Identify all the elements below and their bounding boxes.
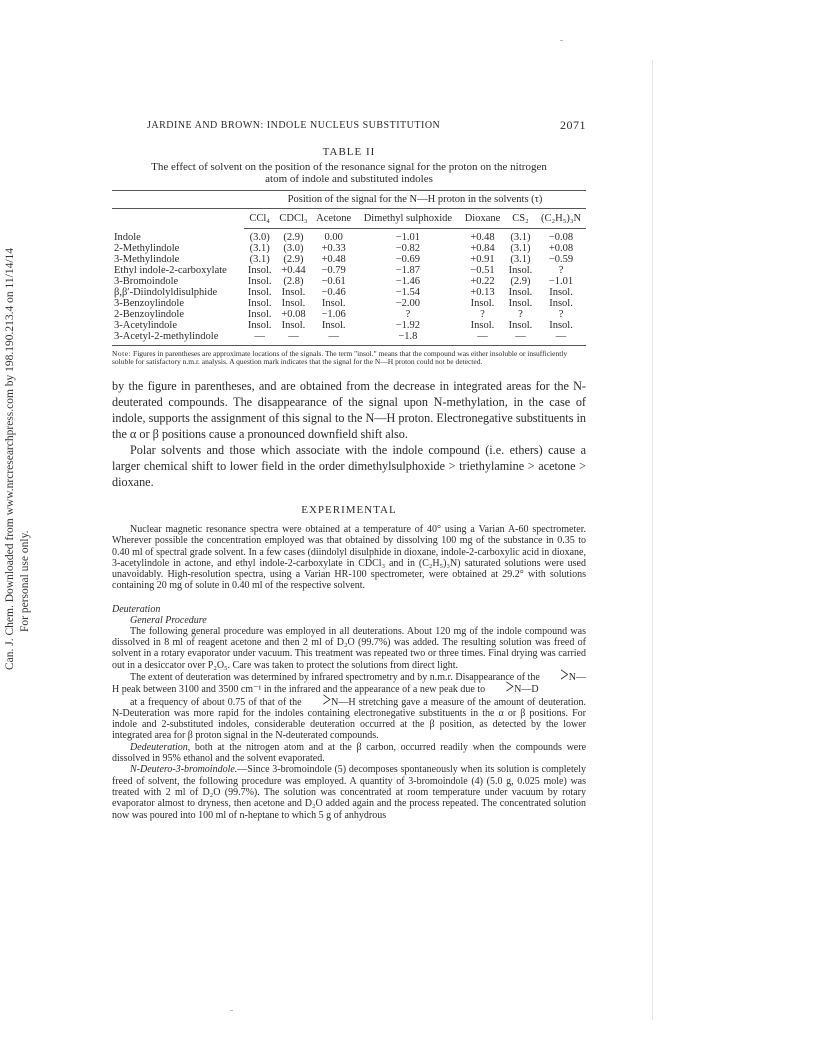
compound-name: 3-Acetylindole bbox=[114, 320, 177, 331]
compound-name: 3-Benzoylindole bbox=[114, 298, 184, 309]
shift-value: Insol. bbox=[247, 298, 272, 309]
solvent-column-header: CCl₄ bbox=[244, 209, 275, 229]
shift-value: −1.01 bbox=[548, 276, 574, 287]
shift-value: (3.0) bbox=[283, 243, 304, 254]
shift-value: +0.91 bbox=[470, 254, 495, 265]
table-row bbox=[112, 229, 586, 244]
compound-name: β,β′-Diindolyldisulphide bbox=[114, 287, 218, 298]
shift-value: +0.08 bbox=[548, 243, 574, 254]
table-body bbox=[112, 229, 586, 346]
deuteration-heading: Deuteration bbox=[112, 603, 161, 615]
compound-name: 2-Methylindole bbox=[114, 243, 180, 254]
shift-value: Insol. bbox=[470, 320, 495, 331]
deuteration-section bbox=[112, 626, 586, 821]
table-note-label: Note: bbox=[112, 349, 132, 358]
extent-paragraph: The extent of deuteration was determined by infrared spectrometry and by n.m.r. Disappearance of the >N—H peak between 3100 and 3500 cm⁻¹ in the infrared and the appearance of a new peak due to >N—D bbox=[112, 664, 586, 700]
shift-value: −1.06 bbox=[321, 309, 346, 320]
shift-value: −0.69 bbox=[395, 254, 421, 265]
table-row bbox=[112, 298, 586, 309]
compound-name: 2-Benzoylindole bbox=[114, 309, 184, 320]
body-paragraph-2: Polar solvents and those which associate with the indole compound (i.e. ethers) cause a larger chemical shift to lower field in the order dimethylsulphoxide > triethylamine > acetone > dioxane. bbox=[112, 443, 586, 489]
bromoindole-paragraph: N-Deutero-3-bromoindole.—Since 3-bromoindole (5) decomposes spontaneously when its solution is completely freed of solvent, the following procedure was employed. A quantity of 3-bromoindole (4) (5.0 g, 0.025 mole) was treated with 2 ml of D₂O (99.7%). The solution was concentrated at room temperature under vacuum by rotary evaporator almost to dryness, then acetone and D₂O added again and the process repeated. The concentrated solution now was poured into 100 ml of n-heptane to which 5 g of anhydrous bbox=[112, 764, 586, 821]
shift-value: +0.84 bbox=[470, 243, 495, 254]
shift-value: — bbox=[460, 331, 505, 346]
table-row bbox=[112, 287, 586, 298]
shift-value: ? bbox=[518, 309, 523, 320]
running-header bbox=[112, 118, 586, 134]
solvent-column-header: Acetone bbox=[312, 209, 356, 229]
solvent-column-header: CS₂ bbox=[505, 209, 536, 229]
shift-value: (3.1) bbox=[249, 254, 270, 265]
shift-value: — bbox=[505, 331, 536, 346]
shift-value: Insol. bbox=[549, 320, 573, 331]
shift-value: −1.54 bbox=[395, 287, 421, 298]
shift-value: −0.51 bbox=[470, 265, 495, 276]
shift-value: +0.44 bbox=[281, 265, 306, 276]
download-watermark bbox=[2, 230, 34, 670]
shift-value: Insol. bbox=[247, 320, 272, 331]
shift-value: (2.8) bbox=[283, 276, 304, 287]
general-procedure-heading: General Procedure bbox=[130, 614, 207, 626]
page-number: 2071 bbox=[560, 118, 586, 132]
scan-speck bbox=[230, 1010, 233, 1011]
solvent-column-header: CDCl₃ bbox=[275, 209, 311, 229]
running-title: JARDINE AND BROWN: INDOLE NUCLEUS SUBSTITUTION bbox=[147, 120, 441, 131]
shift-value: +0.13 bbox=[470, 287, 495, 298]
general-procedure-paragraph: The following general procedure was employed in all deuterations. About 120 mg of the indole compound was dissolved in 8 ml of reagent acetone and then 2 ml of D₂O (99.7%) was added. The resulting solution was freed of solvent in a rotary evaporator under vacuum. This treatment was repeated two or three times. Final drying was carried out in a desiccator over P₂O₅. Care was taken to protect the solutions from direct light. bbox=[112, 625, 586, 671]
experimental-section bbox=[112, 524, 586, 592]
nmr-paragraph: Nuclear magnetic resonance spectra were obtained at a temperature of 40° using a Varian A-60 spectrometer. Wherever possible the concentration employed was that obtained by dissolving 100 mg of the substance in 0.35 to 0.40 ml of spectral grade solvent. In a few cases (diindolyl disulphide in dioxane, indole-2-carboxylic acid in dioxane, 3-acetylindole in actone, and ethyl indole-2-carboxylate in CDCl₃ and in (C₂H₅)₃N) saturated solutions were used unavoidably. High-resolution spectra, using a Varian HR-100 spectrometer, were obtained at 29.2° with solutions containing 20 mg of solute in 0.40 ml of the respective solvent. bbox=[112, 524, 586, 592]
solvent-shift-table bbox=[112, 190, 586, 346]
shift-value: Insol. bbox=[508, 287, 533, 298]
shift-value: ? bbox=[558, 265, 564, 276]
shift-value: −0.61 bbox=[321, 276, 346, 287]
experimental-heading: EXPERIMENTAL bbox=[301, 504, 397, 516]
shift-value: ? bbox=[558, 309, 564, 320]
solvent-column-header: (C₂H₅)₃N bbox=[536, 209, 586, 229]
extent-paragraph-cont: at a frequency of about 0.75 of that of the >N—H stretching gave a measure of the amount of deuteration. N-Deuteration was more rapid for the indoles containing electronegative substituents in the α or β positions. For indole and 2-substituted indoles, considerable deuteration occurred at the β position, as detected by the lower integrated area for β proton signal in the N-deuterated compounds. bbox=[112, 689, 586, 742]
shift-value: Insol. bbox=[508, 320, 533, 331]
nitrogen-bond-symbol: > bbox=[560, 664, 569, 688]
table-label: TABLE II bbox=[322, 146, 376, 158]
shift-value: −0.82 bbox=[395, 243, 421, 254]
shift-value: (3.1) bbox=[510, 254, 531, 265]
shift-value: (2.9) bbox=[283, 232, 304, 243]
shift-value: −0.79 bbox=[321, 265, 346, 276]
body-paragraph-1: by the figure in parentheses, and are obtained from the decrease in integrated areas for the N-deuterated compounds. The disappearance of the signal upon N-methylation, in the case of indole, supports the assignment of this signal to the N—H proton. Electronegative substituents in the α or β positions cause a pronounced downfield shift also. bbox=[112, 379, 586, 441]
nitrogen-bond-symbol: > bbox=[322, 689, 332, 712]
shift-value: −1.8 bbox=[356, 331, 460, 346]
table-caption: The effect of solvent on the position of the resonance signal for the proton on the nitrogen atom of indole and substituted indoles bbox=[151, 161, 547, 185]
table-note-text: Figures in parentheses are approximate locations of the signals. The term "insol." means that the compound was either insoluble or insufficiently soluble for satisfactory n.m.r. analysis. A question mark indicates that the signal for the N—H proton could not be detected. bbox=[112, 349, 568, 366]
dedeuteration-paragraph: Dedeuteration, both at the nitrogen atom and at the β carbon, occurred readily when the compounds were dissolved in 95% ethanol and the solvent evaporated. bbox=[112, 741, 587, 765]
shift-value: Insol. bbox=[247, 265, 272, 276]
shift-value: +0.08 bbox=[281, 309, 306, 320]
shift-value: Insol. bbox=[247, 287, 272, 298]
table-row bbox=[112, 243, 586, 254]
scan-speck bbox=[560, 40, 563, 41]
shift-value: +0.22 bbox=[470, 276, 495, 287]
shift-value: (3.0) bbox=[249, 232, 270, 243]
shift-value: Insol. bbox=[321, 298, 346, 309]
watermark-line-2: For personal use only. bbox=[19, 530, 31, 632]
shift-value: Insol. bbox=[321, 320, 346, 331]
table-row bbox=[112, 265, 586, 276]
shift-value: 0.00 bbox=[324, 232, 343, 243]
shift-value: −1.46 bbox=[395, 276, 421, 287]
shift-value: — bbox=[275, 331, 311, 346]
shift-value: −1.92 bbox=[395, 320, 421, 331]
shift-value: −0.46 bbox=[321, 287, 346, 298]
journal-page bbox=[112, 118, 586, 821]
shift-value: (2.9) bbox=[510, 276, 531, 287]
shift-value: Insol. bbox=[508, 265, 533, 276]
table-spanner-heading: Position of the signal for the N—H proton in the solvents (τ) bbox=[244, 191, 586, 209]
shift-value: −0.59 bbox=[548, 254, 574, 265]
compound-name: 3-Acetyl-2-methylindole bbox=[112, 331, 244, 346]
shift-value: Insol. bbox=[470, 298, 495, 309]
compound-name: 3-Bromoindole bbox=[114, 276, 179, 287]
solvent-column-header: Dimethyl sulphoxide bbox=[356, 209, 460, 229]
watermark-line-1: Can. J. Chem. Downloaded from www.nrcresearchpress.com by 198.190.213.4 on 11/14/14 bbox=[4, 247, 16, 670]
shift-value: −0.08 bbox=[548, 232, 574, 243]
scan-edge-line bbox=[652, 60, 653, 1020]
shift-value: −2.00 bbox=[395, 298, 421, 309]
shift-value: +0.48 bbox=[321, 254, 346, 265]
shift-value: Insol. bbox=[281, 298, 306, 309]
shift-value: (3.1) bbox=[249, 243, 270, 254]
compound-name: 3-Methylindole bbox=[114, 254, 180, 265]
table-row bbox=[112, 276, 586, 287]
shift-value: ? bbox=[405, 309, 411, 320]
shift-value: ? bbox=[480, 309, 485, 320]
shift-value: (2.9) bbox=[283, 254, 304, 265]
shift-value: +0.33 bbox=[321, 243, 346, 254]
solvent-column-header: Dioxane bbox=[460, 209, 505, 229]
table-row bbox=[112, 254, 586, 265]
table-row bbox=[112, 309, 586, 320]
table-row bbox=[112, 320, 586, 331]
compound-name: Indole bbox=[114, 231, 141, 243]
shift-value: — bbox=[244, 331, 275, 346]
body-text bbox=[112, 378, 586, 490]
compound-name: Ethyl indole-2-carboxylate bbox=[114, 265, 227, 276]
shift-value: Insol. bbox=[549, 287, 573, 298]
table-note bbox=[112, 350, 586, 366]
shift-value: −1.87 bbox=[395, 265, 421, 276]
nitrogen-bond-symbol: > bbox=[505, 677, 515, 700]
shift-value: Insol. bbox=[508, 298, 533, 309]
shift-value: Insol. bbox=[549, 298, 573, 309]
shift-value: Insol. bbox=[281, 287, 306, 298]
shift-value: (3.1) bbox=[510, 243, 531, 254]
shift-value: — bbox=[536, 331, 586, 346]
compound-column-header bbox=[112, 209, 244, 229]
shift-value: −1.01 bbox=[395, 232, 421, 243]
shift-value: — bbox=[312, 331, 356, 346]
shift-value: Insol. bbox=[247, 309, 272, 320]
shift-value: Insol. bbox=[281, 320, 306, 331]
shift-value: (3.1) bbox=[510, 232, 531, 243]
shift-value: Insol. bbox=[247, 276, 272, 287]
shift-value: +0.48 bbox=[470, 232, 495, 243]
table-row bbox=[112, 331, 586, 346]
